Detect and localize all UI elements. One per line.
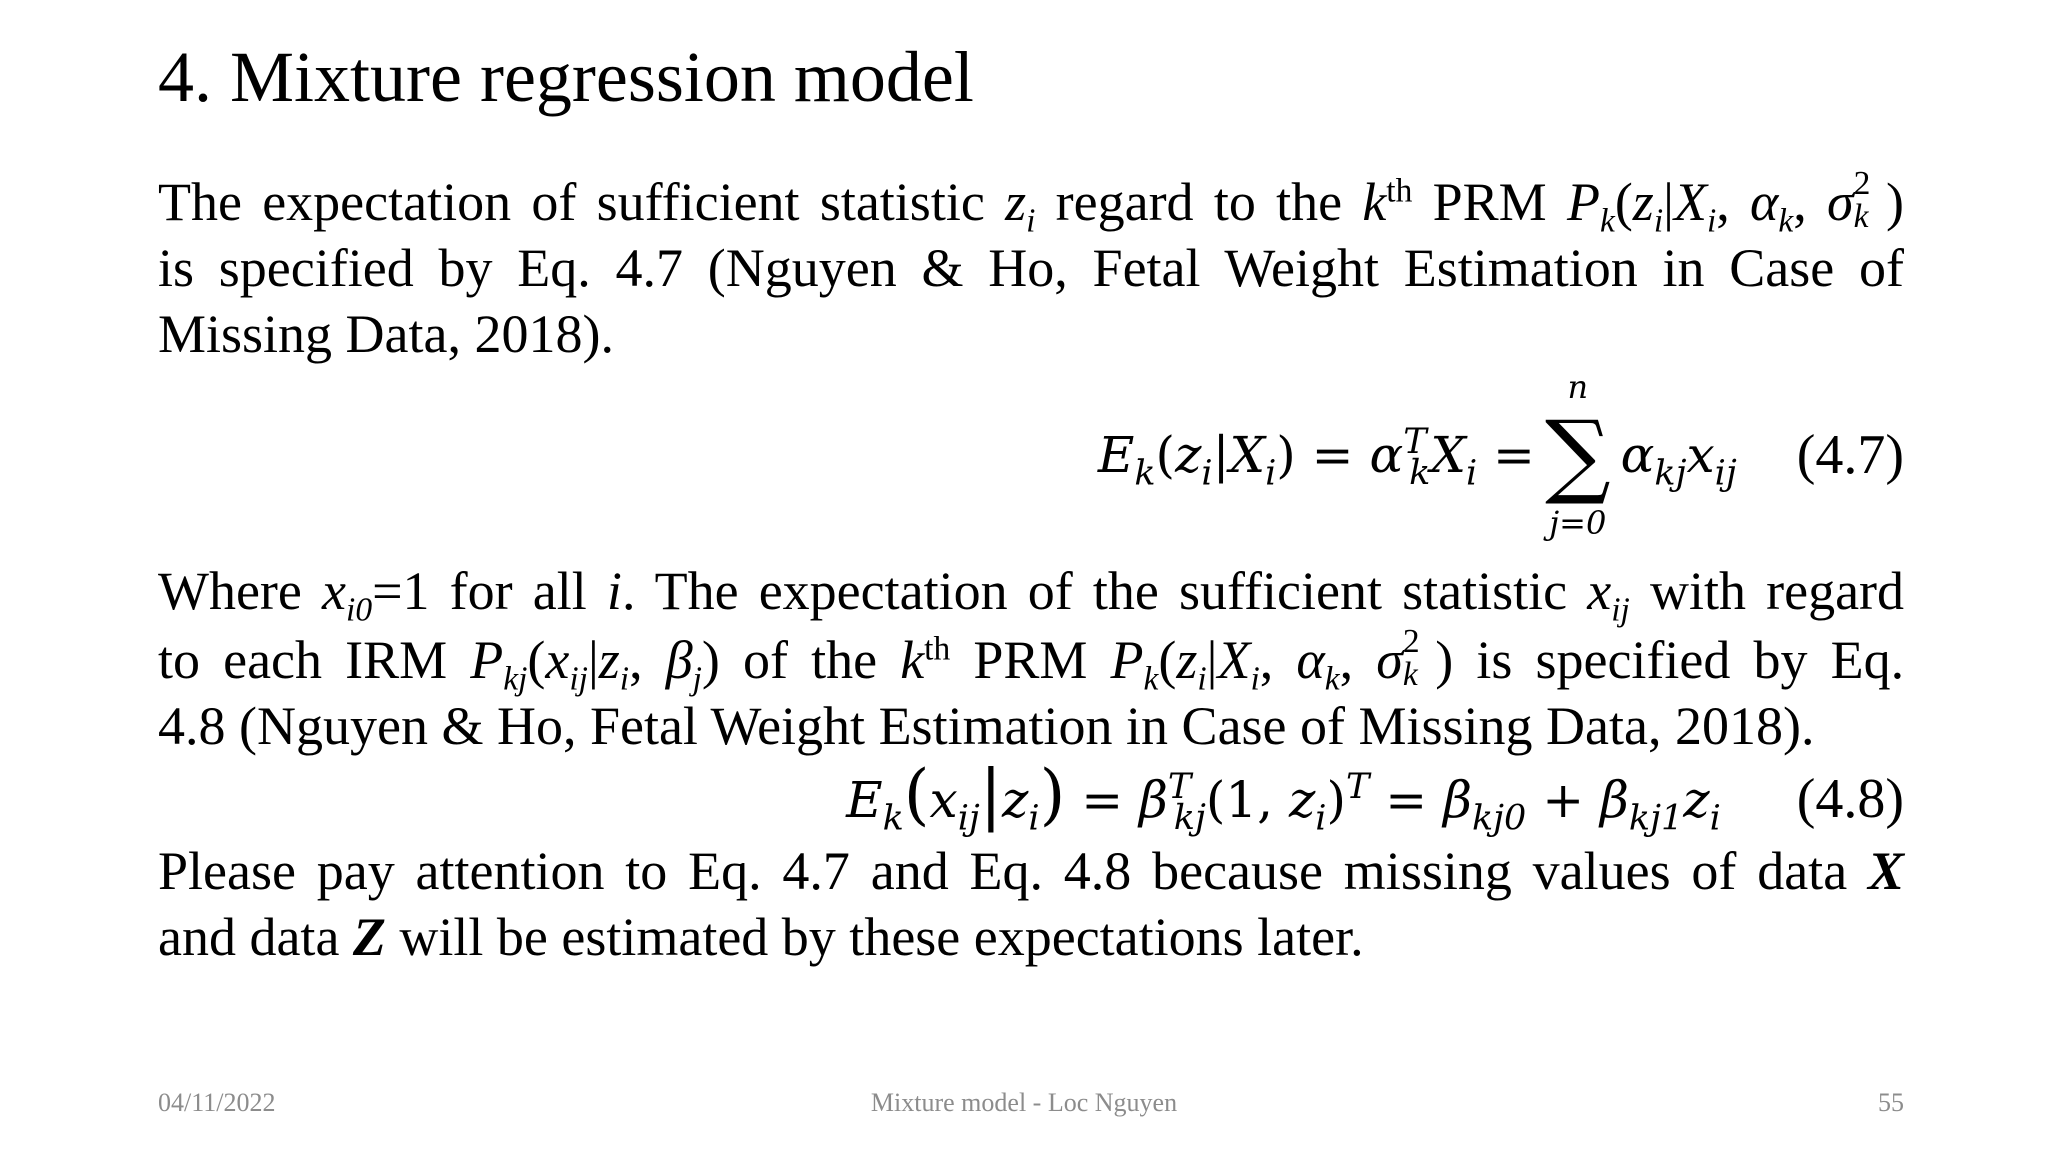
equation-4-7: $E_k(z_i|X_i) = \alpha^T_kX_i$ = n ∑ j=0 $\alpha_{kj}x_{ij}$ (4.7): [1097, 368, 1904, 542]
intro-line-3: Missing Data, 2018).: [158, 304, 614, 364]
where-line-1: Where $x_{i0}=1$ for all i. The expectation of the sufficient statistic $x_{ij}$ with regard: [158, 561, 1905, 629]
equation-number-4-7: (4.7): [1796, 424, 1904, 486]
equation-4-8: $E_k(x_{ij}|z_i) = \beta^T_{kj}(1$, $z_i)^T = \beta_{kj0} + \beta_{kj1}z_i$ (4.8): [846, 756, 1904, 839]
attention-line-1: Please pay attention to Eq. 4.7 and Eq. 4.8 because missing values of data X: [158, 841, 1904, 901]
footer-date: 04/11/2022: [158, 1088, 276, 1117]
footer-title: Mixture model - Loc Nguyen: [870, 1088, 1178, 1117]
attention-line-2: and data Z will be estimated by these expectations later.: [158, 907, 1364, 967]
paragraph-attention: [158, 838, 1904, 970]
where-line-3: 4.8 (Nguyen & Ho, Fetal Weight Estimation in Case of Missing Data, 2018).: [158, 696, 1815, 756]
paragraph-where: [158, 558, 1904, 759]
equation-number-4-8: (4.8): [1796, 768, 1904, 830]
slide-title: 4. Mixture regression model: [158, 37, 974, 117]
intro-line-2: is specified by Eq. 4.7 (Nguyen & Ho, Fetal Weight Estimation in Case of: [158, 238, 1904, 298]
paragraph-intro: [158, 166, 1904, 367]
summation-sign: n ∑ j=0: [1544, 368, 1611, 542]
footer-page-number: 55: [1878, 1088, 1904, 1117]
where-line-2: to each IRM $P_{kj}(x_{ij}|z_i$, $\beta_j$) of the $k^{th}$ PRM $P_k(z_i|X_i$, $\alpha_k$, σ 2 k ) is specified by Eq.: [158, 622, 1905, 698]
intro-line-1: The expectation of sufficient statistic $z_i$ regard to the $k^{th}$ PRM $P_k(z_i|X_i$, $\alpha_k$, σ 2 k ): [158, 164, 1905, 240]
